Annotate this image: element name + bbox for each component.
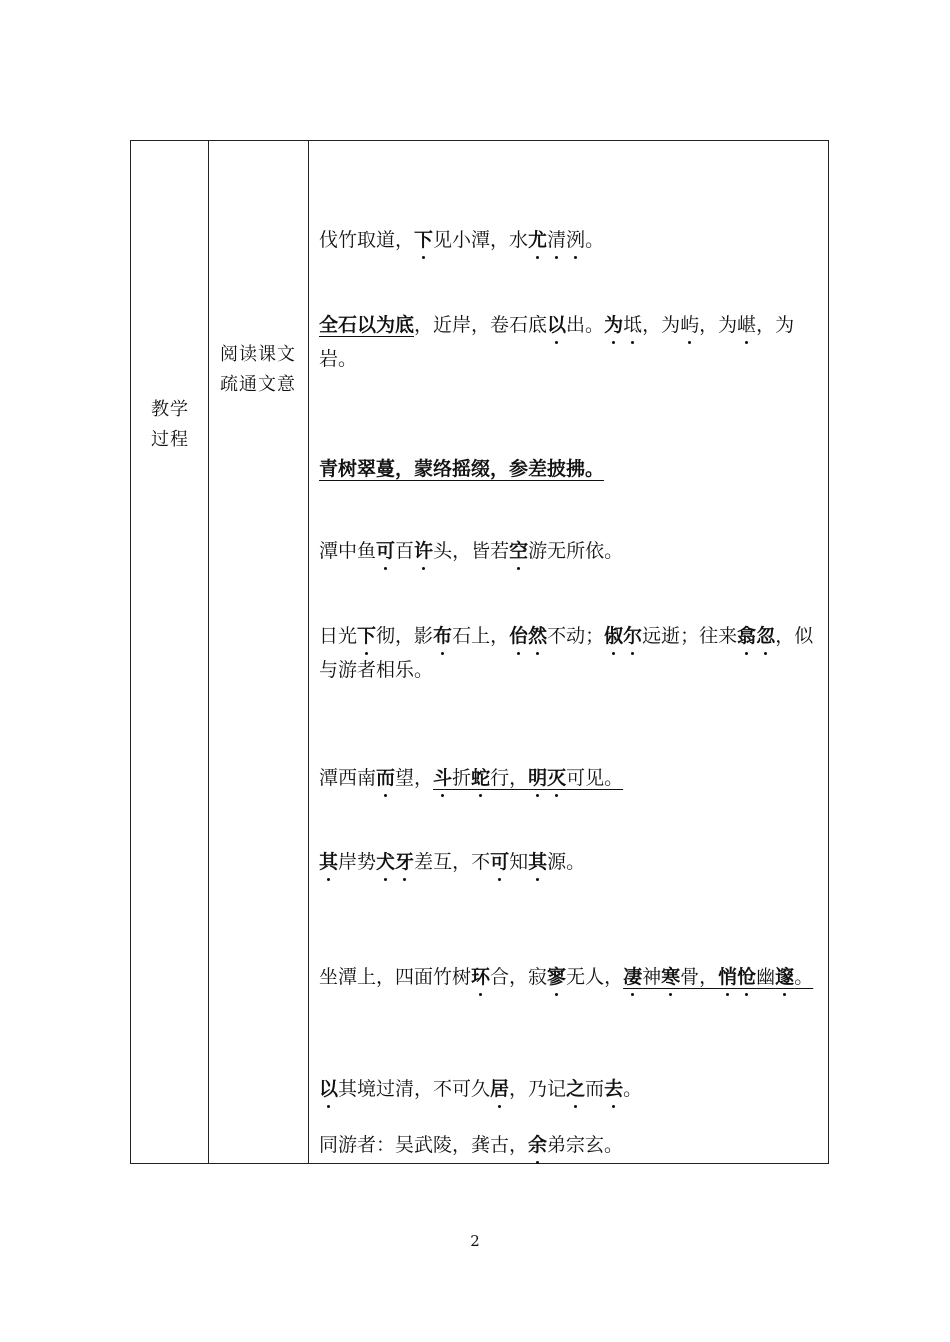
emphasized-character: 翕 — [737, 619, 756, 653]
emphasized-character: 居 — [490, 1072, 509, 1106]
emphasized-character: 悄 — [718, 960, 737, 994]
text-segment: 而 — [585, 1078, 605, 1100]
text-segment: 头，皆若 — [433, 540, 510, 562]
emphasized-character: 其 — [528, 845, 547, 879]
emphasized-character: 犬 — [376, 845, 395, 879]
text-segment: 。 — [794, 966, 814, 988]
section-label: 教学 过程 — [151, 399, 189, 450]
text-segment: 日光 — [319, 625, 358, 647]
text-line — [319, 960, 825, 994]
text-segment: 可见。 — [566, 767, 624, 789]
section-cell — [131, 141, 209, 1164]
page-number: 2 — [470, 1232, 480, 1250]
text-line — [319, 452, 825, 486]
emphasized-character: 下 — [414, 223, 433, 257]
text-segment: 岸势 — [338, 851, 377, 873]
text-segment: 远逝；往来 — [642, 625, 738, 647]
text-segment: ，近岸，卷石底 — [414, 314, 548, 336]
emphasized-character: 许 — [414, 534, 433, 568]
text-segment: 石上， — [452, 625, 510, 647]
text-segment: 百 — [395, 540, 415, 562]
emphasized-character: 可 — [376, 534, 395, 568]
emphasized-character: 屿 — [680, 308, 699, 342]
emphasized-character: 坻 — [623, 308, 642, 342]
text-segment: 其境过清，不可久 — [338, 1078, 491, 1100]
text-segment: ，为 — [699, 314, 738, 336]
emphasized-character: 邃 — [775, 960, 794, 994]
text-segment: 幽 — [756, 966, 776, 988]
emphasized-character: 牙 — [395, 845, 414, 879]
text-line — [319, 619, 825, 687]
text-segment: 。 — [623, 1078, 643, 1100]
emphasized-character: 寥 — [547, 960, 566, 994]
emphasized-character: 怆 — [737, 960, 756, 994]
text-segment: 不动； — [547, 625, 605, 647]
text-line — [319, 1128, 825, 1162]
text-segment: 神 — [642, 966, 662, 988]
step-cell — [209, 141, 309, 1164]
text-segment: ，乃记 — [509, 1078, 567, 1100]
emphasized-character: 忽 — [756, 619, 775, 653]
text-segment: 弟宗玄。 — [547, 1134, 624, 1156]
text-segment: 彻，影 — [376, 625, 434, 647]
text-segment: 潭中鱼 — [319, 540, 377, 562]
emphasized-character: 明 — [528, 761, 547, 795]
emphasized-character: 余 — [528, 1128, 547, 1162]
text-segment: 全石以为底 — [319, 314, 415, 336]
text-segment: 伐竹取道， — [319, 229, 415, 251]
text-segment: 见小潭，水 — [433, 229, 529, 251]
emphasized-character: 之 — [566, 1072, 585, 1106]
emphasized-character: 空 — [509, 534, 528, 568]
text-segment: 游无所依。 — [528, 540, 624, 562]
emphasized-character: 以 — [547, 308, 566, 342]
text-segment: 。 — [585, 229, 605, 251]
text-line — [319, 1072, 825, 1106]
text-segment: ，为 — [642, 314, 681, 336]
emphasized-character: 然 — [528, 619, 547, 653]
emphasized-character: 去 — [604, 1072, 623, 1106]
text-line — [319, 534, 825, 568]
text-segment: 差互，不 — [414, 851, 491, 873]
text-segment: 望， — [395, 767, 434, 789]
emphasized-character: 可 — [490, 845, 509, 879]
emphasized-character: 蛇 — [471, 761, 490, 795]
emphasized-character: 环 — [471, 960, 490, 994]
text-segment: ，为岩。 — [319, 314, 795, 370]
lesson-table — [130, 140, 829, 1164]
emphasized-character: 嵁 — [737, 308, 756, 342]
step-label: 阅读课文 疏通文意 — [220, 344, 296, 395]
emphasized-character: 而 — [376, 761, 395, 795]
text-segment: 潭西南 — [319, 767, 377, 789]
emphasized-character: 斗 — [433, 761, 452, 795]
text-segment: 青树翠蔓，蒙络摇缀，参差披拂。 — [319, 458, 605, 480]
text-cell — [309, 141, 829, 1164]
text-line — [319, 223, 825, 257]
text-segment: 出。 — [566, 314, 605, 336]
text-segment: 无人， — [566, 966, 624, 988]
emphasized-character: 凄 — [623, 960, 642, 994]
emphasized-character: 俶 — [604, 619, 623, 653]
emphasized-character: 洌 — [566, 223, 585, 257]
emphasized-character: 佁 — [509, 619, 528, 653]
emphasized-character: 为 — [604, 308, 623, 342]
emphasized-character: 尤 — [528, 223, 547, 257]
text-segment: 合，寂 — [490, 966, 548, 988]
text-line — [319, 761, 825, 795]
emphasized-character: 灭 — [547, 761, 566, 795]
text-segment: ，似与游者相乐。 — [319, 625, 814, 681]
emphasized-character: 下 — [357, 619, 376, 653]
emphasized-character: 其 — [319, 845, 338, 879]
emphasized-character: 布 — [433, 619, 452, 653]
text-segment: 源。 — [547, 851, 586, 873]
emphasized-character: 寒 — [661, 960, 680, 994]
emphasized-character: 尔 — [623, 619, 642, 653]
text-segment: 骨， — [680, 966, 719, 988]
emphasized-character: 清 — [547, 223, 566, 257]
text-segment: 同游者：吴武陵，龚古， — [319, 1134, 529, 1156]
text-segment: 折 — [452, 767, 472, 789]
text-segment: 知 — [509, 851, 529, 873]
emphasized-character: 以 — [319, 1072, 338, 1106]
text-line — [319, 845, 825, 879]
text-segment: 行， — [490, 767, 529, 789]
text-segment: 坐潭上，四面竹树 — [319, 966, 472, 988]
text-line — [319, 308, 825, 376]
